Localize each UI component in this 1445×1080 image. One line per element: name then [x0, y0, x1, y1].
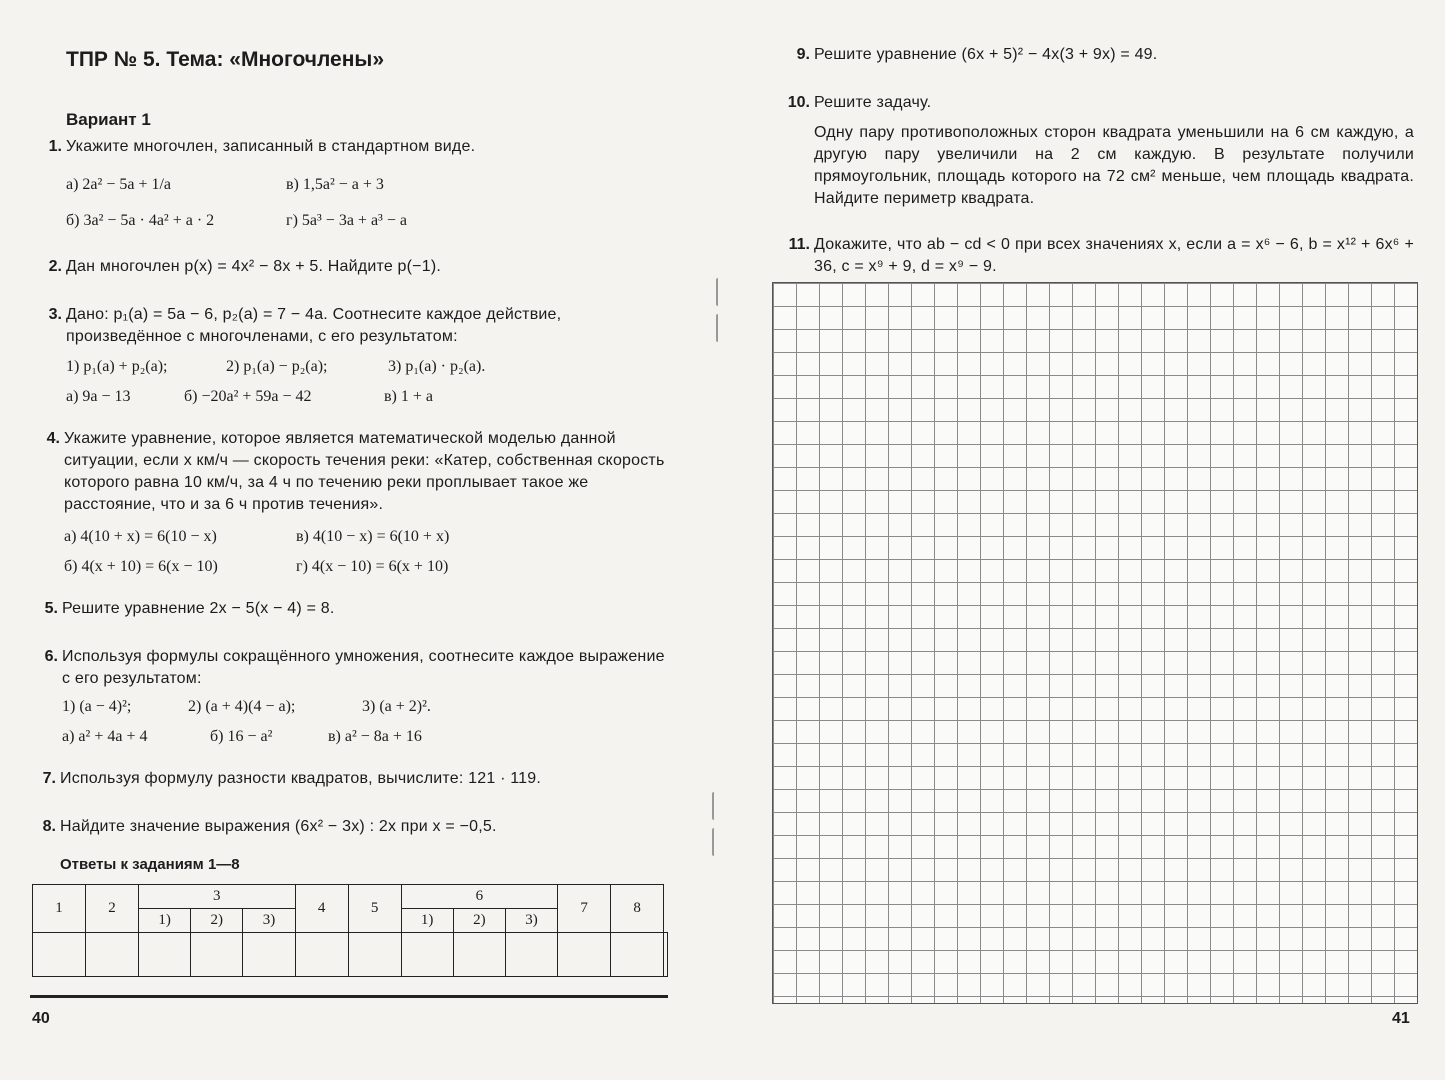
header-cell-4: 4 — [295, 885, 348, 933]
task-10 — [787, 92, 1414, 210]
answer-cell[interactable] — [401, 933, 453, 977]
answers-title: Ответы к заданиям 1—8 — [60, 856, 240, 873]
task-6 — [44, 646, 672, 750]
page-bottom-rule — [30, 995, 668, 998]
task-question: Докажите, что ab − cd < 0 при всех значениях x, если a = x⁶ − 6, b = x¹² + 6x⁶ + 36, c = x⁹ + 9, d = x⁹ − 9. — [814, 236, 1414, 275]
binding-mark — [716, 278, 721, 306]
task-question: Укажите уравнение, которое является математической моделью данной ситуации, если x км/ч — скорость течения реки: «Катер, собственная скорость которого равна 10 км/ч, за 4 ч по течению реки проплывает такое же расстояние, что и за 6 ч против течения». — [64, 430, 665, 513]
binding-mark — [712, 792, 717, 820]
task-question: Решите уравнение (6x + 5)² − 4x(3 + 9x) = 49. — [814, 46, 1158, 63]
task-question: Найдите значение выражения (6x² − 3x) : 2x при x = −0,5. — [60, 818, 497, 835]
action-1: 1) p₁(a) + p₂(a); — [66, 358, 168, 375]
task-1 — [48, 136, 676, 234]
subheader-6-1: 1) — [401, 909, 453, 933]
answer-cell[interactable] — [348, 933, 401, 977]
answer-cell[interactable] — [191, 933, 243, 977]
header-cell-3: 3 — [139, 885, 296, 909]
binding-mark — [712, 828, 717, 856]
answer-cell[interactable] — [664, 933, 668, 977]
subheader-6-2: 2) — [453, 909, 505, 933]
task-number: 8. — [42, 818, 56, 835]
option-b: б) 3a² − 5a · 4a² + a · 2 — [66, 212, 215, 229]
task-8 — [42, 816, 670, 838]
answer-cell[interactable] — [86, 933, 139, 977]
answer-cell[interactable] — [139, 933, 191, 977]
result-b: б) 16 − a² — [210, 728, 273, 745]
answers-table — [32, 884, 668, 977]
left-page — [0, 0, 722, 1080]
task-text: Одну пару противоположных сторон квадрата уменьшили на 6 см каждую, а другую пару увеличили на 2 см каждую. В результате получили прямоугольник, площадь которого на 72 см² меньше, чем площадь квадрата. Найдите периметр квадрата. — [814, 124, 1414, 207]
task-7 — [42, 768, 670, 790]
task-question: Укажите многочлен, записанный в стандартном виде. — [66, 138, 476, 155]
task-question: Дан многочлен p(x) = 4x² − 8x + 5. Найдите p(−1). — [66, 258, 442, 275]
task-9 — [796, 44, 1414, 66]
task-number: 10. — [787, 94, 810, 111]
page-title: ТПР № 5. Тема: «Многочлены» — [66, 48, 384, 71]
expression-3: 3) (a + 2)². — [362, 698, 431, 715]
action-2: 2) p₁(a) − p₂(a); — [226, 358, 328, 375]
task-question: Используя формулы сокращённого умножения, соотнесите каждое выражение с его результатом: — [62, 648, 665, 687]
header-cell-7: 7 — [558, 885, 611, 933]
subheader-6-3: 3) — [505, 909, 557, 933]
task-number: 6. — [44, 648, 58, 665]
subheader-3-3: 3) — [243, 909, 295, 933]
task-11 — [788, 234, 1414, 278]
option-g: г) 4(x − 10) = 6(x + 10) — [296, 558, 449, 575]
task-number: 7. — [42, 770, 56, 787]
option-a: а) 4(10 + x) = 6(10 − x) — [64, 528, 217, 545]
page-number-left: 40 — [32, 1010, 50, 1027]
subheader-3-2: 2) — [191, 909, 243, 933]
option-v: в) 4(10 − x) = 6(10 + x) — [296, 528, 450, 545]
answer-cell[interactable] — [33, 933, 86, 977]
answer-cell[interactable] — [243, 933, 295, 977]
header-cell-2: 2 — [86, 885, 139, 933]
header-cell-5: 5 — [348, 885, 401, 933]
option-g: г) 5a³ − 3a + a³ − a — [286, 212, 407, 229]
variant-heading: Вариант 1 — [66, 110, 151, 129]
task-question: Решите уравнение 2x − 5(x − 4) = 8. — [62, 600, 335, 617]
task-2 — [48, 256, 676, 278]
task-number: 5. — [44, 600, 58, 617]
answer-cell[interactable] — [295, 933, 348, 977]
task-4 — [46, 428, 674, 580]
task-number: 11. — [788, 236, 810, 253]
result-v: в) a² − 8a + 16 — [328, 728, 422, 745]
option-b: б) 4(x + 10) = 6(x − 10) — [64, 558, 218, 575]
expression-2: 2) (a + 4)(4 − a); — [188, 698, 296, 715]
task-question: Решите задачу. — [814, 94, 932, 111]
answer-cell[interactable] — [611, 933, 664, 977]
answer-grid-area[interactable] — [772, 282, 1418, 1004]
page-number-right: 41 — [1392, 1010, 1410, 1027]
option-v: в) 1,5a² − a + 3 — [286, 176, 384, 193]
task-question: Дано: p₁(a) = 5a − 6, p₂(a) = 7 − 4a. Соотнесите каждое действие, произведённое с многочленами, с его результатом: — [66, 306, 562, 345]
header-cell-1: 1 — [33, 885, 86, 933]
task-number: 1. — [48, 138, 62, 155]
task-number: 4. — [46, 430, 60, 447]
result-a: а) 9a − 13 — [66, 388, 131, 405]
task-5 — [44, 598, 672, 620]
task-number: 2. — [48, 258, 62, 275]
answer-cell[interactable] — [558, 933, 611, 977]
header-cell-8: 8 — [611, 885, 664, 933]
action-3: 3) p₁(a) · p₂(a). — [388, 358, 486, 375]
header-cell-6: 6 — [401, 885, 558, 909]
expression-1: 1) (a − 4)²; — [62, 698, 132, 715]
answer-cell[interactable] — [453, 933, 505, 977]
result-v: в) 1 + a — [384, 388, 434, 405]
subheader-3-1: 1) — [139, 909, 191, 933]
result-b: б) −20a² + 59a − 42 — [184, 388, 312, 405]
task-3 — [48, 304, 674, 410]
answer-cell[interactable] — [505, 933, 557, 977]
task-number: 3. — [48, 306, 62, 323]
result-a: а) a² + 4a + 4 — [62, 728, 148, 745]
option-a: а) 2a² − 5a + 1/a — [66, 176, 172, 193]
task-question: Используя формулу разности квадратов, вычислите: 121 · 119. — [60, 770, 542, 787]
task-number: 9. — [796, 46, 810, 63]
binding-mark — [716, 314, 721, 342]
